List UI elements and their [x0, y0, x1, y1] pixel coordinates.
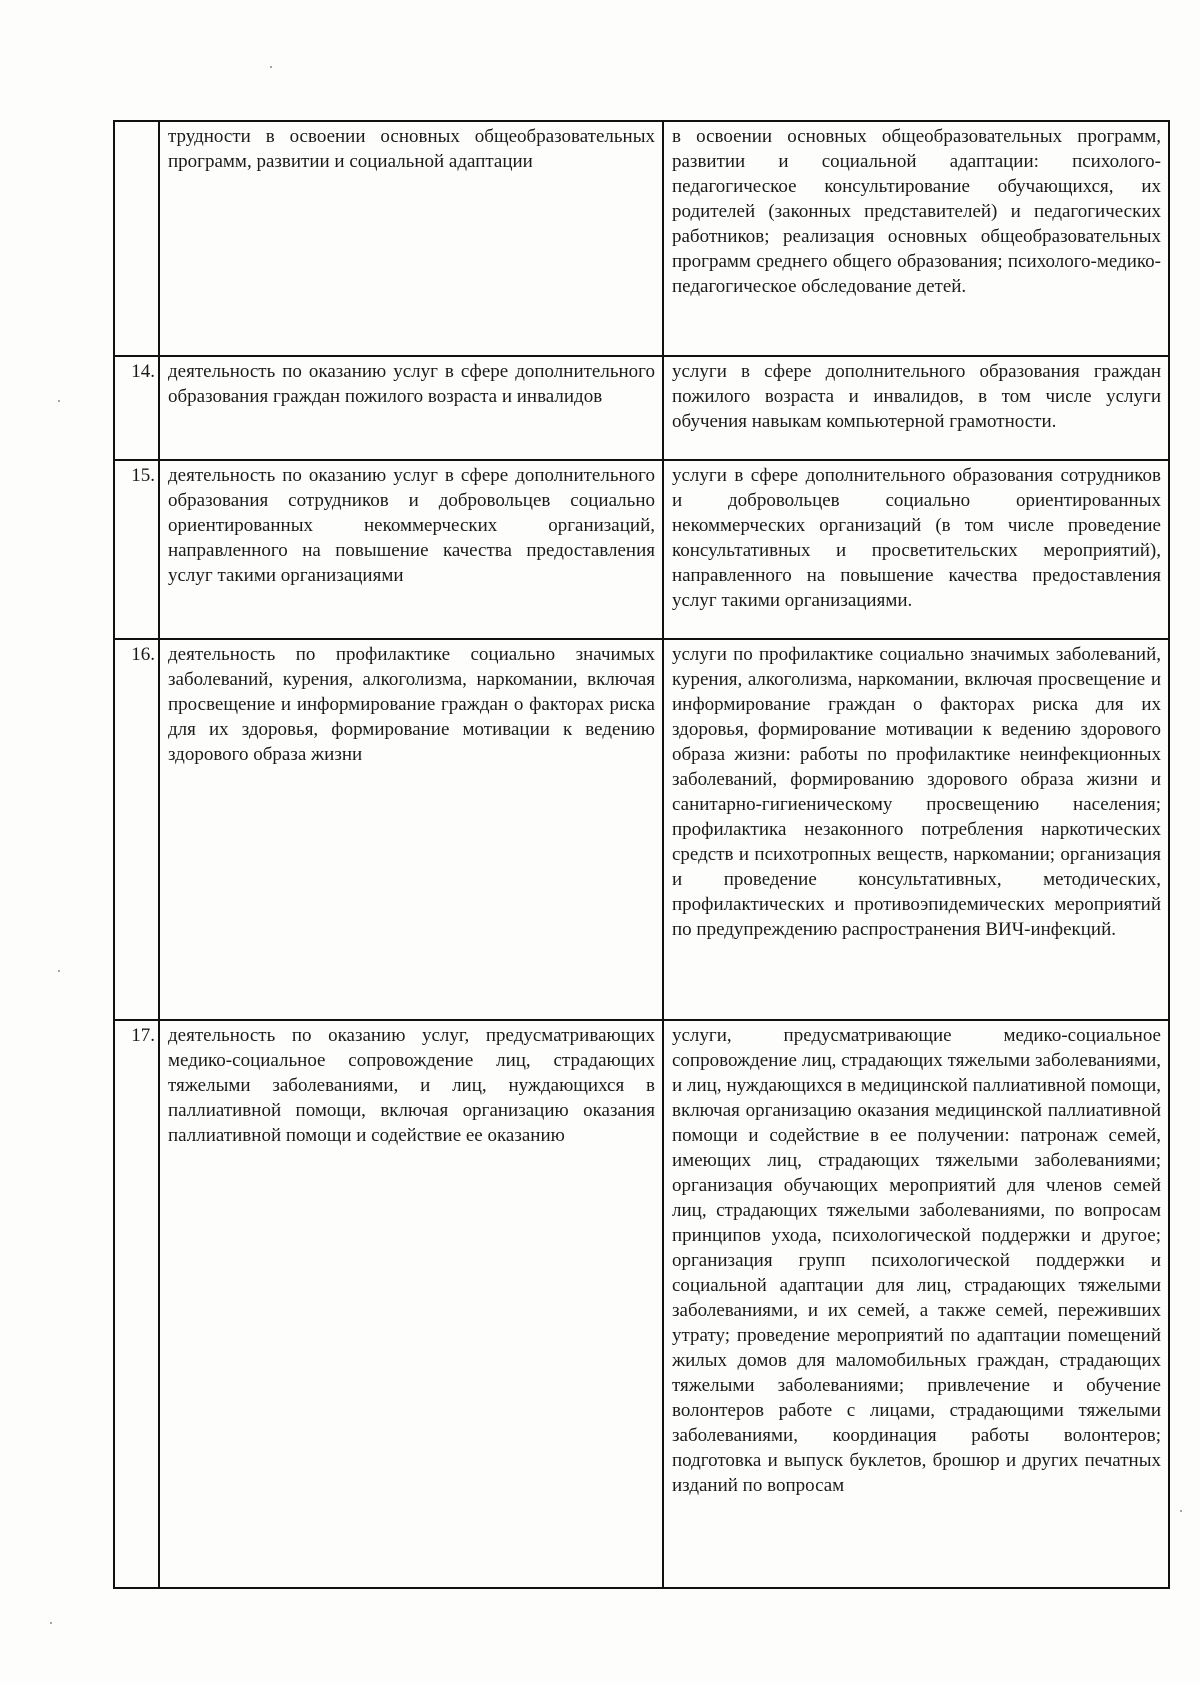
row-number: 15. [114, 460, 159, 639]
scan-speck [1180, 1510, 1182, 1512]
row-number: 16. [114, 639, 159, 1020]
activity-cell: деятельность по оказанию услуг в сфере дополнительного образования граждан пожилого возраста и инвалидов [159, 356, 663, 460]
activity-cell: трудности в освоении основных общеобразовательных программ, развитии и социальной адаптации [159, 121, 663, 356]
row-number [114, 121, 159, 356]
activity-cell: деятельность по оказанию услуг, предусматривающих медико-социальное сопровождение лиц, страдающих тяжелыми заболеваниями, и лиц, нуждающихся в паллиативной помощи, включая организацию оказания паллиативной помощи и содействие ее оказанию [159, 1020, 663, 1588]
services-cell: услуги, предусматривающие медико-социальное сопровождение лиц, страдающих тяжелыми заболеваниями, и лиц, нуждающихся в медицинской паллиативной помощи, включая организацию оказания медицинской паллиативной помощи и содействие в ее получении: патронаж семей, имеющих лиц, страдающих тяжелыми заболеваниями; организация обучающих мероприятий для членов семей лиц, страдающих тяжелыми заболеваниями, по вопросам принципов ухода, психологической поддержки и другое; организация групп психологической поддержки и социальной адаптации для лиц, страдающих тяжелыми заболеваниями, и их семей, а также семей, переживших утрату; проведение мероприятий по адаптации помещений жилых домов для маломобильных граждан, страдающих тяжелыми заболеваниями; привлечение и обучение волонтеров работе с лицами, страдающими тяжелыми заболеваниями, координация работы волонтеров; подготовка и выпуск буклетов, брошюр и других печатных изданий по вопросам [663, 1020, 1169, 1588]
activity-cell: деятельность по профилактике социально значимых заболеваний, курения, алкоголизма, наркомании, включая просвещение и информирование граждан о факторах риска для их здоровья, формирование мотивации к ведению здорового образа жизни [159, 639, 663, 1020]
services-cell: услуги по профилактике социально значимых заболеваний, курения, алкоголизма, наркомании, включая просвещение и информирование граждан о факторах риска для их здоровья, формирование мотивации к ведению здорового образа жизни: работы по профилактике неинфекционных заболеваний, формированию здорового образа жизни и санитарно-гигиеническому просвещению населения; профилактика незаконного потребления наркотических средств и психотропных веществ, наркомании; организация и проведение консультативных, методических, профилактических и противоэпидемических мероприятий по предупреждению распространения ВИЧ-инфекций. [663, 639, 1169, 1020]
row-number: 14. [114, 356, 159, 460]
scan-speck [58, 970, 60, 972]
scan-speck [270, 66, 272, 68]
table-row [114, 639, 1169, 1020]
services-cell: услуги в сфере дополнительного образования сотрудников и добровольцев социально ориентированных некоммерческих организаций (в том числе проведение консультативных и просветительских мероприятий), направленного на повышение качества предоставления услуг такими организациями. [663, 460, 1169, 639]
activity-cell: деятельность по оказанию услуг в сфере дополнительного образования сотрудников и добровольцев социально ориентированных некоммерческих организаций, направленного на повышение качества предоставления услуг такими организациями [159, 460, 663, 639]
table-row [114, 356, 1169, 460]
scan-speck [58, 400, 60, 402]
table-row [114, 121, 1169, 356]
table-row [114, 1020, 1169, 1588]
table-row [114, 460, 1169, 639]
scan-speck [50, 1622, 52, 1624]
row-number: 17. [114, 1020, 159, 1588]
services-cell: в освоении основных общеобразовательных программ, развитии и социальной адаптации: психолого-педагогическое консультирование обучающихся, их родителей (законных представителей) и педагогических работников; реализация основных общеобразовательных программ среднего общего образования; психолого-медико-педагогическое обследование детей. [663, 121, 1169, 356]
services-cell: услуги в сфере дополнительного образования граждан пожилого возраста и инвалидов, в том числе услуги обучения навыкам компьютерной грамотности. [663, 356, 1169, 460]
services-table [113, 120, 1170, 1589]
